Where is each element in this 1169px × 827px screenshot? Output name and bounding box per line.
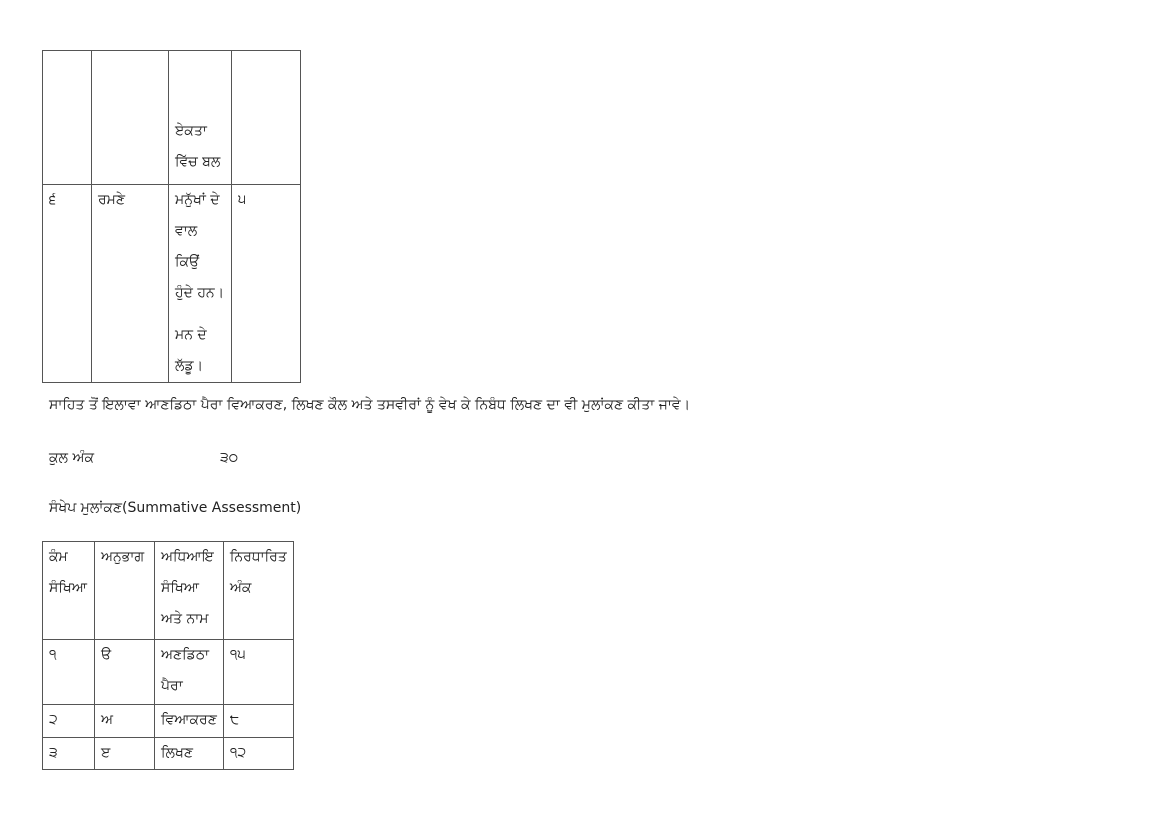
lesson-line: ਏਕਤਾ [175,123,207,139]
chapter-line: ਪੈਰਾ [161,678,183,694]
assessment-note: ਸਾਹਿਤ ਤੋਂ ਇਲਾਵਾ ਆਣਡਿਠਾ ਪੈਰਾ ਵਿਆਕਰਣ, ਲਿਖਣ ਕੌਲ ਅਤੇ ਤਸਵੀਰਾਂ ਨੂੰ ਵੇਖ ਕੇ ਨਿਬੰਧ ਲਿਖਣ ਦਾ ਵੀ ਮੁਲਾਂਕਣ ਕੀਤਾ ਜਾਵੇ। [49,397,691,413]
header-line: ਅਤੇ ਨਾਮ [161,611,209,627]
lesson-line: ਮਨੁੱਖਾਂ ਦੇ [175,192,220,208]
header-marks [223,542,293,640]
total-marks-value: ੩੦ [220,450,239,466]
cell-number [43,51,92,185]
lesson-line: ਲੱਡੂ। [175,358,203,374]
table-header-row [43,542,294,640]
total-marks-label: ਕੁਲ ਅੰਕ [49,450,95,466]
header-line: ਸੰਖਿਆ [49,580,87,596]
cell-lesson [169,185,232,383]
lesson-line: ਵਾਲ ਕਿਉਂ [175,223,200,270]
header-line: ਅਨੁਭਾਗ [101,549,145,565]
summative-heading-en: (Summative Assessment) [121,500,302,516]
cell-marks: ੮ [223,705,293,738]
chapter-line: ਅਣਡਿਠਾ [161,647,209,663]
syllabus-table-continued [42,50,301,383]
cell-number: ੩ [43,738,95,770]
cell-chapter [155,640,224,705]
summative-heading [49,500,301,516]
table-row [43,738,294,770]
header-line: ਅੰਕ [229,580,252,596]
lesson-line: ਮਨ ਦੇ [175,327,207,343]
cell-marks [232,51,301,185]
header-section [95,542,155,640]
chapter-line: ਵਿਆਕਰਣ [161,712,217,728]
header-line: ਅਧਿਆਇ [161,549,214,565]
cell-marks: ੫ [232,185,301,383]
cell-lesson [169,51,232,185]
cell-section: ਰਮਣੇ [92,185,169,383]
lesson-line: ਹੁੰਦੇ ਹਨ। [175,285,225,301]
cell-number: ੬ [43,185,92,383]
header-line: ਨਿਰਧਾਰਿਤ [229,549,287,565]
header-line: ਸੰਖਿਆ [161,580,199,596]
table-row [43,640,294,705]
cell-marks: ੧੫ [223,640,293,705]
cell-section: ੲ [95,738,155,770]
summative-heading-pa: ਸੰਖੇਪ ਮੁਲਾਂਕਣ [49,500,122,516]
cell-chapter [155,738,224,770]
cell-marks: ੧੨ [223,738,293,770]
lesson-line: ਵਿੱਚ ਬਲ [175,154,221,170]
cell-section: ਅ [95,705,155,738]
summative-table [42,541,294,770]
table-row [43,51,301,185]
table-row [43,705,294,738]
cell-number: ੨ [43,705,95,738]
table-row [43,185,301,383]
header-chapter [155,542,224,640]
cell-number: ੧ [43,640,95,705]
cell-chapter [155,705,224,738]
cell-section [92,51,169,185]
chapter-line: ਲਿਖਣ [161,745,193,761]
cell-section: ੳ [95,640,155,705]
header-task-number [43,542,95,640]
header-line: ਕੰਮ [49,549,68,565]
